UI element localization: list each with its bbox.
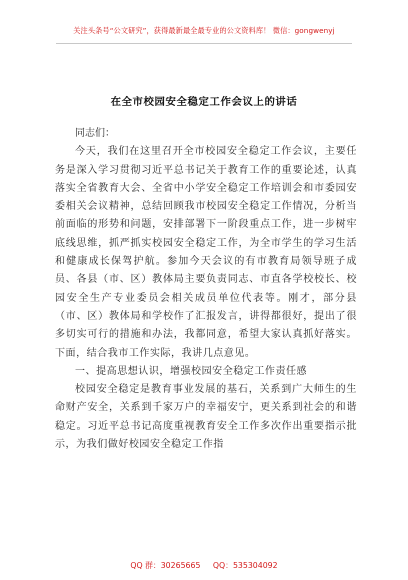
section-paragraph: 校园安全稳定是教育事业发展的基石，关系到广大师生的生命财产安全，关系到千家万户的幸福安宁，更关系到社会的和谐稳定。习近平总书记高度重视教育安全工作多次作出重要指示批示，为我们做好校园安全稳定工作指 [55,384,357,451]
body-paragraph: 今天，我们在这里召开全市校园安全稳定工作会议，主要任务是深入学习贯彻习近平总书记关于教育工作的重要论述，认真落实全省教育大会、全省中小学安全稳定工作培训会和市委园安委相关会议精神，总结回顾我市校园安全稳定工作情况，分析当前面临的形势和问题，安排部署下一阶段重点工作，进一步树牢底线思维，抓严抓实校园安全稳定工作，为全市学生的学习生活和健康成长保驾护航。参加今天会议的有市教育局领导班子成员、各县（市、区）教体局主要负责同志、市直各学校校长、校园安全生产专业委员会相关成员单位代表等。刚才，部分县（市、区）教体局和学校作了汇报发言，讲得都很好，提出了很多切实可行的措施和办法，我都同意，希望大家认真抓好落实。下面，结合我市工作实际，我讲几点意见。 [55,146,357,359]
qq-group-text: QQ 群：30265665 [130,561,201,570]
header-divider [56,43,352,44]
promo-banner: 关注头条号“公文研究”，获得最新最全最专业的公文资料库！ 微信：gongwenyj [73,26,335,35]
greeting: 同志们： [75,128,115,139]
contact-footer [0,560,408,571]
document-title: 在全市校园安全稳定工作会议上的讲话 [110,96,298,108]
qq-number-text: QQ：535304092 [212,561,278,570]
document-body [55,125,357,454]
section-heading: 一、提高思想认识，增强校园安全稳定工作责任感 [75,365,308,377]
